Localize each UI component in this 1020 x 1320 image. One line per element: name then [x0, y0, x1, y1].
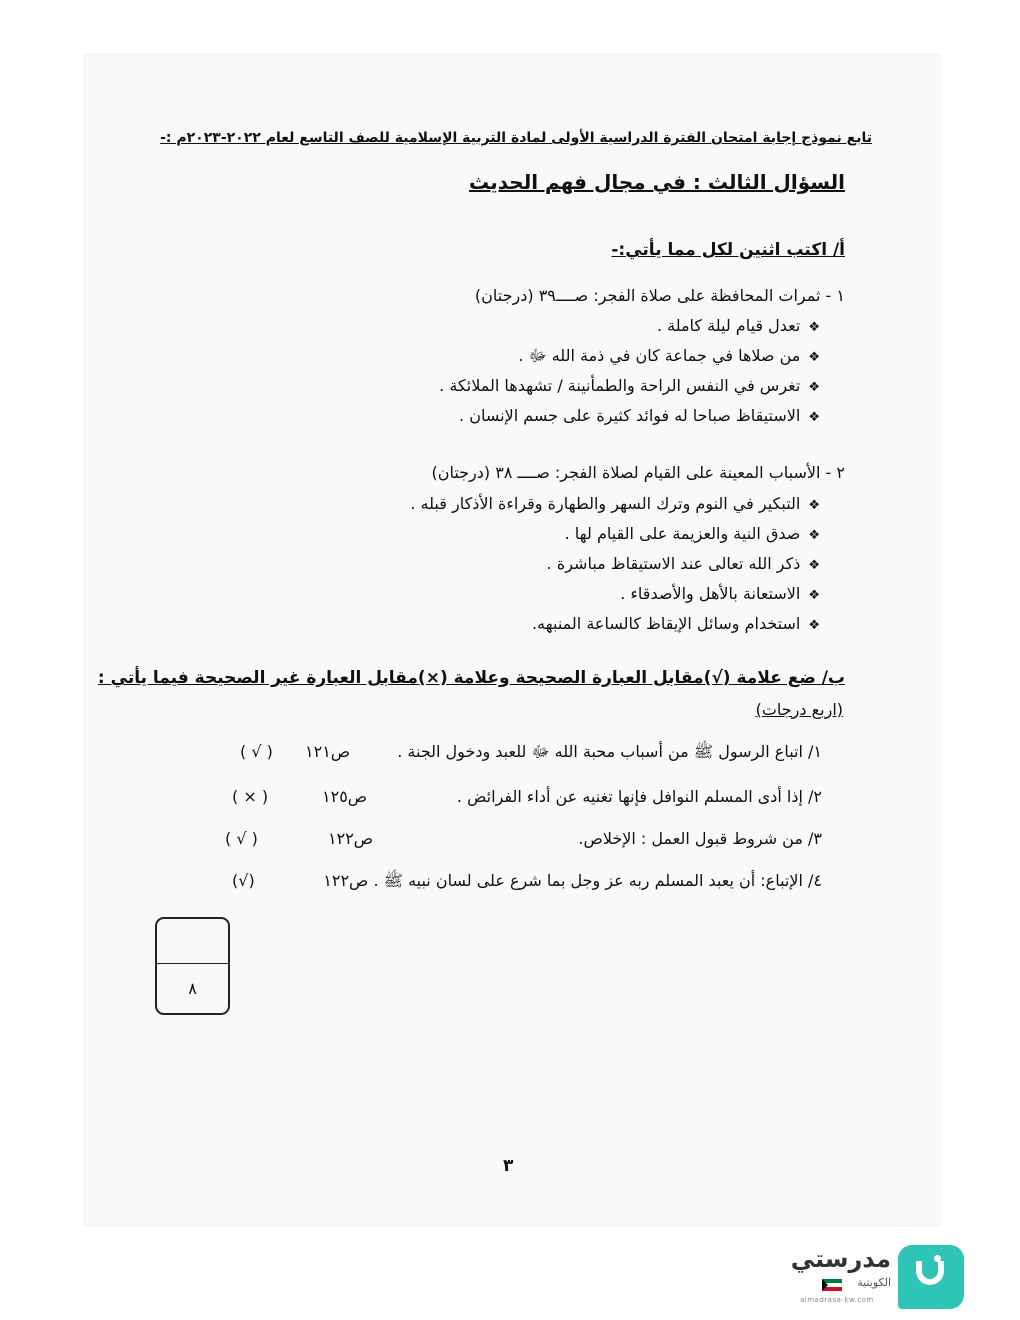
- diamond-bullet-icon: ❖: [808, 350, 820, 365]
- list-item: ❖ذكر الله تعالى عند الاستيقاظ مباشرة .: [546, 554, 820, 573]
- score-value: ٨: [188, 979, 197, 998]
- item-1-label: ١ - ثمرات المحافظة على صلاة الفجر: صــــ٣٩ (درجتان): [474, 286, 845, 305]
- madrasati-logo-icon: [898, 1245, 964, 1309]
- document-header: تابع نموذج إجابة امتحان الفترة الدراسية الأولى لمادة التربية الإسلامية للصف التاسع لعام ٢٠٢٢-٢٠٢٣م :-: [160, 130, 872, 146]
- diamond-bullet-icon: ❖: [808, 410, 820, 425]
- tf-statement-2: ٢/ إذا أدى المسلم النوافل فإنها تغنيه عن أداء الفرائض .: [456, 787, 822, 806]
- tf-statement-3: ٣/ من شروط قبول العمل : الإخلاص.: [578, 829, 822, 848]
- section-b-grade: (اربع درجات): [755, 700, 843, 719]
- diamond-bullet-icon: ❖: [808, 558, 820, 573]
- cross-mark: ( × ): [232, 787, 269, 806]
- list-item: ❖من صلاها في جماعة كان في ذمة الله ﷻ .: [518, 346, 820, 365]
- list-item: ❖استخدام وسائل الإيقاظ كالساعة المنبهه.: [531, 614, 820, 633]
- list-item: ❖تغرس في النفس الراحة والطمأنينة / تشهدها الملائكة .: [439, 376, 820, 395]
- diamond-bullet-icon: ❖: [808, 588, 820, 603]
- diamond-bullet-icon: ❖: [808, 618, 820, 633]
- list-item: ❖الاستعانة بالأهل والأصدقاء .: [620, 584, 820, 603]
- logo-name: مدرستي: [790, 1245, 891, 1273]
- diamond-bullet-icon: ❖: [808, 498, 820, 513]
- score-divider: [157, 963, 228, 964]
- tf-statement-1: ١/ اتباع الرسول ﷺ من أسباب محبة الله ﷻ للعبد ودخول الجنة .: [397, 742, 822, 761]
- page-ref: ص١٢٢: [328, 829, 374, 848]
- kuwait-flag-icon: [822, 1279, 842, 1291]
- page-ref: ص١٢٥: [322, 787, 368, 806]
- list-item: ❖التبكير في النوم وترك السهر والطهارة وقراءة الأذكار قبله .: [410, 494, 820, 513]
- item-2-label: ٢ - الأسباب المعينة على القيام لصلاة الفجر: صــــ ٣٨ (درجتان): [431, 463, 845, 482]
- logo-subtitle: الكويتية: [857, 1276, 891, 1289]
- check-mark: ( √ ): [240, 742, 273, 761]
- list-item: ❖تعدل قيام ليلة كاملة .: [656, 316, 820, 335]
- diamond-bullet-icon: ❖: [808, 528, 820, 543]
- check-mark: ( √ ): [225, 829, 258, 848]
- section-a-title: أ/ اكتب اثنين لكل مما يأتي:-: [611, 240, 845, 260]
- diamond-bullet-icon: ❖: [808, 380, 820, 395]
- tf-statement-4: ٤/ الإتباع: أن يعبد المسلم ربه عز وجل بما شرع على لسان نبيه ﷺ . ص١٢٢: [323, 871, 822, 890]
- logo-url: almadrasa-kw.com: [800, 1296, 874, 1304]
- check-mark: (√): [232, 871, 255, 890]
- list-item: ❖صدق النية والعزيمة على القيام لها .: [564, 524, 820, 543]
- page-ref: ص١٢١: [305, 742, 351, 761]
- question-title: السؤال الثالث : في مجال فهم الحديث: [469, 170, 845, 194]
- list-item: ❖الاستيقاظ صباحا له فوائد كثيرة على جسم الإنسان .: [459, 406, 820, 425]
- section-b-title: ب/ ضع علامة (√)مقابل العبارة الصحيحة وعلامة (×)مقابل العبارة غير الصحيحة فيما يأتي :: [97, 668, 845, 688]
- exam-page: [85, 55, 940, 1225]
- score-box: [155, 917, 230, 1015]
- page-number: ٣: [503, 1156, 514, 1176]
- diamond-bullet-icon: ❖: [808, 320, 820, 335]
